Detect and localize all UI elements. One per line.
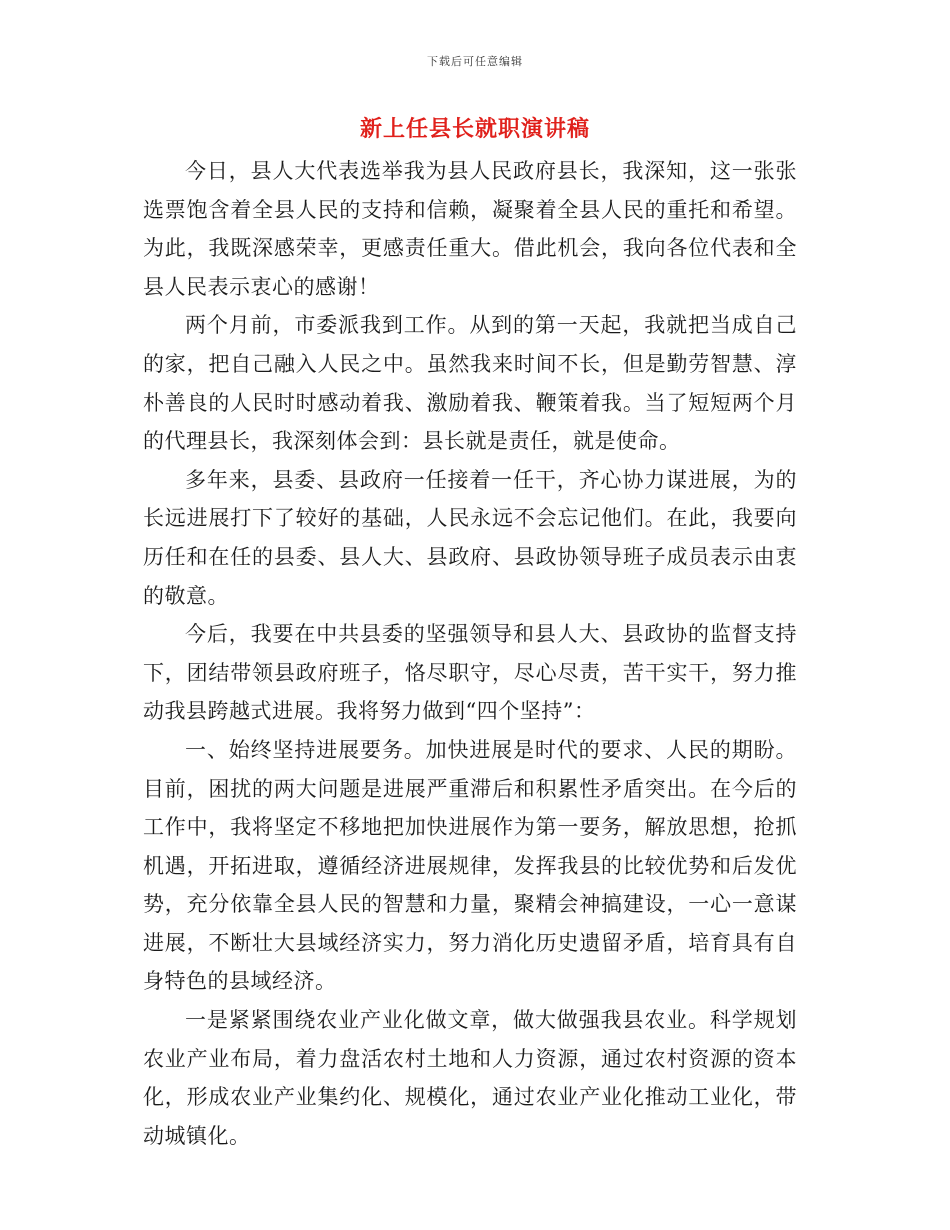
paragraph: 多年来，县委、县政府一任接着一任干，齐心协力谋进展，为的长远进展打下了较好的基础，人民永远不会忘记他们。在此，我要向历任和在任的县委、县人大、县政府、县政协领导班子成员表示由衷的敬意。: [143, 467, 797, 608]
document-title: 新上任县长就职演讲稿: [359, 116, 590, 142]
document-body: [143, 152, 797, 1155]
paragraph: 一是紧紧围绕农业产业化做文章，做大做强我县农业。科学规划农业产业布局，着力盘活农村土地和人力资源，通过农村资源的资本化，形成农业产业集约化、规模化，通过农业产业化推动工业化，带动城镇化。: [143, 1008, 797, 1148]
paragraph: 一、始终坚持进展要务。加快进展是时代的要求、人民的期盼。目前，困扰的两大问题是进展严重滞后和积累性矛盾突出。在今后的工作中，我将坚定不移地把加快进展作为第一要务，解放思想，抢抓机遇，开拓进取，遵循经济进展规律，发挥我县的比较优势和后发优势，充分依靠全县人民的智慧和力量，聚精会神搞建设，一心一意谋进展，不断壮大县域经济实力，努力消化历史遗留矛盾，培育具有自身特色的县域经济。: [143, 737, 797, 994]
paragraph: 今后，我要在中共县委的坚强领导和县人大、县政协的监督支持下，团结带领县政府班子，恪尽职守，尽心尽责，苦干实干，努力推动我县跨越式进展。我将努力做到“四个坚持”：: [143, 622, 797, 724]
paragraph: 两个月前，市委派我到工作。从到的第一天起，我就把当成自己的家，把自己融入人民之中。虽然我来时间不长，但是勤劳智慧、淳朴善良的人民时时感动着我、激励着我、鞭策着我。当了短短两个月的代理县长，我深刻体会到：县长就是责任，就是使命。: [143, 313, 797, 454]
paragraph: 今日，县人大代表选举我为县人民政府县长，我深知，这一张张选票饱含着全县人民的支持和信赖，凝聚着全县人民的重托和希望。为此，我既深感荣幸，更感责任重大。借此机会，我向各位代表和全县人民表示衷心的感谢！: [143, 159, 797, 299]
page-header-note: 下载后可任意编辑: [427, 55, 523, 68]
